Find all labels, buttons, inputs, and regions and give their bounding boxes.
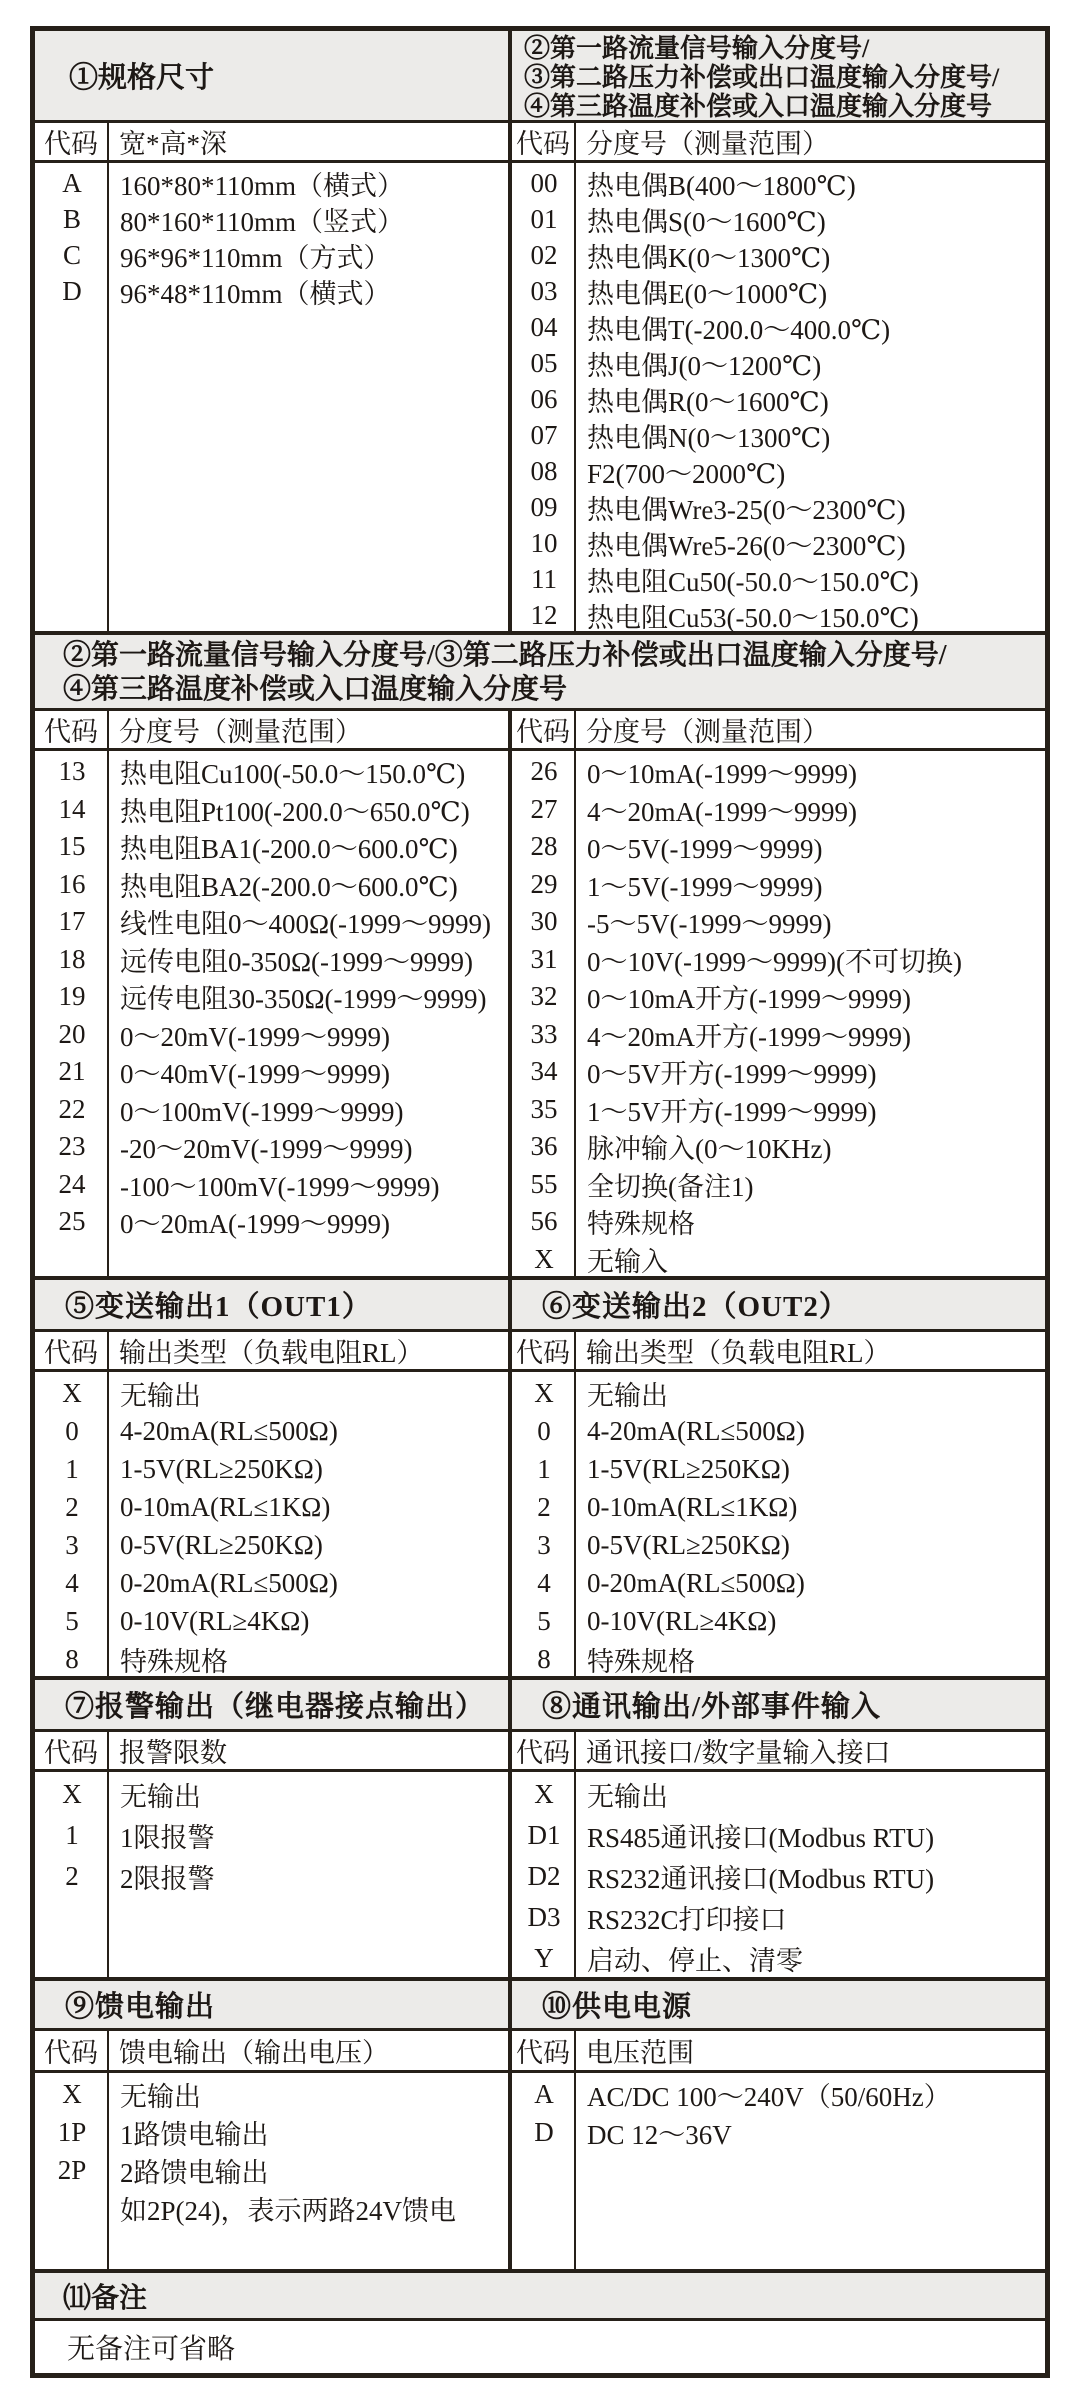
code-cell: 02	[530, 239, 558, 270]
input-column-headers	[512, 123, 1045, 163]
code-cell: 4	[537, 1567, 551, 1598]
code-cell: B	[62, 203, 81, 234]
desc-cell: 热电偶S(0～1600℃)	[587, 206, 826, 237]
table-row	[35, 1203, 508, 1241]
table-row	[512, 345, 1045, 381]
table-row	[512, 1166, 1045, 1204]
code-cell: 2	[537, 1491, 551, 1522]
table-row	[35, 1016, 508, 1054]
code-cell: 13	[58, 756, 86, 787]
desc-cell: 热电偶R(0～1600℃)	[587, 386, 829, 417]
desc-cell: 0-10V(RL≥4KΩ)	[587, 1605, 777, 1636]
table-row	[35, 1053, 508, 1091]
out2-column-headers	[512, 1332, 1045, 1372]
table-row	[35, 1412, 508, 1450]
code-cell: 2	[65, 1491, 79, 1522]
code-cell: 24	[58, 1168, 86, 1199]
table-row	[512, 1412, 1045, 1450]
code-cell: 23	[58, 1131, 86, 1162]
desc-cell: 0-5V(RL≥250KΩ)	[120, 1529, 323, 1560]
desc-cell: 特殊规格	[587, 1209, 695, 1240]
desc-cell: 0～10mA(-1999～9999)	[587, 759, 857, 790]
table-row	[35, 1450, 508, 1488]
desc-cell: 0～10mA开方(-1999～9999)	[587, 984, 911, 1015]
code-cell: 5	[537, 1605, 551, 1636]
size-rows-area	[35, 163, 508, 631]
feed-output-header: 馈电输出（输出电压）	[119, 2038, 389, 2068]
comm-section-title: ⑧通讯输出/外部事件输入	[512, 1680, 1045, 1732]
table-row	[512, 273, 1045, 309]
feed-section-title: ⑨馈电输出	[35, 1981, 508, 2031]
out2-section-title: ⑥变送输出2（OUT2）	[512, 1280, 1045, 1332]
table-row	[35, 1602, 508, 1640]
code-cell: 1P	[57, 2116, 87, 2147]
output-type-header: 输出类型（负载电阻RL）	[119, 1338, 424, 1368]
code-cell: X	[62, 1779, 82, 1809]
code-cell: 17	[58, 906, 86, 937]
code-cell: 8	[537, 1643, 551, 1674]
table-row	[512, 237, 1045, 273]
code-cell: 16	[58, 868, 86, 899]
table-row	[35, 1564, 508, 1602]
table-row	[35, 165, 508, 201]
table-row	[35, 2151, 508, 2189]
code-cell: 30	[530, 906, 558, 937]
table-row	[512, 828, 1045, 866]
table-row	[512, 1602, 1045, 1640]
code-cell: A	[62, 167, 82, 198]
code-cell: 4	[65, 1567, 79, 1598]
section1-header-band	[35, 31, 1045, 123]
table-row	[512, 941, 1045, 979]
code-cell: 2P	[57, 2154, 87, 2185]
table-row	[512, 1938, 1045, 1979]
table-row	[512, 2113, 1045, 2151]
desc-cell: 启动、停止、清零	[587, 1946, 803, 1976]
desc-cell: 无输出	[587, 1380, 668, 1411]
voltage-range-header: 电压范围	[586, 2038, 694, 2068]
desc-cell: 特殊规格	[120, 1646, 228, 1677]
desc-cell: 如2P(24)，表示两路24V馈电	[120, 2195, 456, 2226]
code-cell: 36	[530, 1131, 558, 1162]
desc-cell: 线性电阻0～400Ω(-1999～9999)	[120, 909, 492, 940]
code-header: 代码	[35, 2031, 109, 2070]
out1-section-title: ⑤变送输出1（OUT1）	[35, 1280, 508, 1332]
desc-cell: 0-10mA(RL≤1KΩ)	[120, 1491, 331, 1522]
code-cell: 01	[530, 203, 558, 234]
table-row	[35, 978, 508, 1016]
desc-cell: -100～100mV(-1999～9999)	[120, 1171, 440, 1202]
table-row	[512, 525, 1045, 561]
desc-cell: 热电偶Wre3-25(0～2300℃)	[587, 494, 906, 525]
desc-cell: 1～5V开方(-1999～9999)	[587, 1096, 877, 1127]
table-row	[512, 489, 1045, 525]
table-row	[35, 903, 508, 941]
comm-column-headers	[512, 1732, 1045, 1772]
size-label-header: 宽*高*深	[119, 129, 227, 159]
desc-cell: 1限报警	[120, 1823, 215, 1853]
desc-cell: 脉冲输入(0～10KHz)	[587, 1134, 832, 1165]
code-header: 代码	[35, 711, 109, 748]
desc-cell: 0-20mA(RL≤500Ω)	[587, 1567, 805, 1598]
table-row	[35, 753, 508, 791]
desc-cell: 0～5V开方(-1999～9999)	[587, 1059, 877, 1090]
feed-column-headers	[35, 2031, 508, 2073]
code-cell: 10	[530, 527, 558, 558]
desc-cell: 0-10V(RL≥4KΩ)	[120, 1605, 310, 1636]
table-row	[512, 1526, 1045, 1564]
code-cell: 00	[530, 167, 558, 198]
comm-rows-area	[512, 1772, 1045, 1977]
code-cell: Y	[534, 1943, 554, 1973]
input-title-line2: ③第二路压力补偿或出口温度输入分度号/	[524, 63, 1000, 92]
desc-cell: 160*80*110mm（横式）	[120, 170, 405, 201]
desc-cell: 热电偶N(0～1300℃)	[587, 422, 831, 453]
code-cell: 08	[530, 455, 558, 486]
desc-cell: F2(700～2000℃)	[587, 458, 786, 489]
desc-cell: 热电阻Cu50(-50.0～150.0℃)	[587, 566, 919, 597]
code-cell: 0	[537, 1415, 551, 1446]
code-cell: 29	[530, 868, 558, 899]
code-cell: D	[62, 275, 82, 306]
table-row	[35, 1640, 508, 1678]
alarm-column-headers	[35, 1732, 508, 1772]
range-label-header: 分度号（测量范围）	[586, 717, 829, 747]
alarm-section-title: ⑦报警输出（继电器接点输出）	[35, 1680, 508, 1732]
code-cell: 26	[530, 756, 558, 787]
table-row	[35, 2113, 508, 2151]
table-row	[35, 1091, 508, 1129]
table-row	[35, 1374, 508, 1412]
code-cell: X	[534, 1779, 554, 1809]
desc-cell: 0～40mV(-1999～9999)	[120, 1059, 390, 1090]
table-row	[512, 1091, 1045, 1129]
code-cell: 3	[65, 1529, 79, 1560]
section5-body	[35, 1981, 1045, 2273]
desc-cell: 无输出	[120, 1380, 201, 1411]
table-row	[512, 165, 1045, 201]
code-cell: 09	[530, 491, 558, 522]
table-row	[512, 1564, 1045, 1602]
table-row	[35, 273, 508, 309]
desc-cell: 热电阻Cu53(-50.0～150.0℃)	[587, 602, 919, 633]
code-cell: 8	[65, 1643, 79, 1674]
code-header: 代码	[512, 1332, 576, 1369]
desc-cell: RS232通讯接口(Modbus RTU)	[587, 1864, 935, 1894]
table-row	[512, 453, 1045, 489]
desc-cell: -5～5V(-1999～9999)	[587, 909, 832, 940]
code-cell: 32	[530, 981, 558, 1012]
code-cell: D1	[527, 1820, 561, 1850]
desc-cell: 热电阻BA2(-200.0～600.0℃)	[120, 871, 458, 902]
output-type-header: 输出类型（负载电阻RL）	[586, 1338, 891, 1368]
desc-cell: 热电偶B(400～1800℃)	[587, 170, 856, 201]
table-row	[35, 201, 508, 237]
alarm-rows-area	[35, 1772, 508, 1977]
code-header: 代码	[512, 123, 576, 160]
desc-cell: 4-20mA(RL≤500Ω)	[120, 1415, 338, 1446]
out1-column-headers	[35, 1332, 508, 1372]
desc-cell: 热电偶K(0～1300℃)	[587, 242, 831, 273]
code-cell: 05	[530, 347, 558, 378]
desc-cell: 0-10mA(RL≤1KΩ)	[587, 1491, 798, 1522]
code-cell: 28	[530, 831, 558, 862]
input2-title-line2: ④第三路温度补偿或入口温度输入分度号	[63, 674, 568, 705]
desc-cell: 热电偶E(0～1000℃)	[587, 278, 828, 309]
table-row	[35, 1526, 508, 1564]
section4-body	[35, 1680, 1045, 1981]
desc-cell: RS485通讯接口(Modbus RTU)	[587, 1823, 935, 1853]
code-cell: D	[534, 2116, 554, 2147]
desc-cell: 热电阻BA1(-200.0～600.0℃)	[120, 834, 458, 865]
table-row	[35, 866, 508, 904]
desc-cell: 1路馈电输出	[120, 2119, 269, 2150]
table-row	[35, 1128, 508, 1166]
table-row	[512, 903, 1045, 941]
code-cell: 2	[65, 1861, 79, 1891]
desc-cell: 96*96*110mm（方式）	[120, 242, 391, 273]
code-cell: 55	[530, 1168, 558, 1199]
table-row	[35, 2189, 508, 2227]
code-cell: 34	[530, 1056, 558, 1087]
table-row	[512, 1241, 1045, 1279]
code-cell: 20	[58, 1018, 86, 1049]
code-header: 代码	[35, 1332, 109, 1369]
desc-cell: 热电阻Pt100(-200.0～650.0℃)	[120, 796, 470, 827]
input-title-line1: ②第一路流量信号输入分度号/	[524, 34, 870, 63]
code-cell: 14	[58, 793, 86, 824]
table-row	[512, 561, 1045, 597]
code-cell: 15	[58, 831, 86, 862]
desc-cell: 4～20mA开方(-1999～9999)	[587, 1021, 911, 1052]
desc-cell: 2限报警	[120, 1864, 215, 1894]
input2-right-rows-area	[512, 751, 1045, 1276]
code-cell: 3	[537, 1529, 551, 1560]
table-row	[512, 597, 1045, 633]
code-cell: 07	[530, 419, 558, 450]
input2-title-line1: ②第一路流量信号输入分度号/③第二路压力补偿或出口温度输入分度号/	[63, 640, 947, 671]
code-cell: 27	[530, 793, 558, 824]
code-header: 代码	[35, 1732, 109, 1769]
desc-cell: 热电偶Wre5-26(0～2300℃)	[587, 530, 906, 561]
code-cell: C	[62, 239, 81, 270]
code-cell: 25	[58, 1206, 86, 1237]
desc-cell: 无输出	[587, 1782, 668, 1812]
code-cell: 1	[65, 1453, 79, 1484]
desc-cell: 0～5V(-1999～9999)	[587, 834, 823, 865]
table-row	[512, 2075, 1045, 2113]
input-rows-area	[512, 163, 1045, 631]
size-section-title: ①规格尺寸	[35, 31, 512, 120]
table-row	[35, 1856, 508, 1897]
code-cell: 11	[531, 563, 557, 594]
table-row	[35, 941, 508, 979]
table-row	[512, 978, 1045, 1016]
desc-cell: 特殊规格	[587, 1646, 695, 1677]
desc-cell: 远传电阻0-350Ω(-1999～9999)	[120, 946, 474, 977]
table-row	[512, 381, 1045, 417]
desc-cell: 无输入	[587, 1246, 668, 1277]
desc-cell: 无输出	[120, 2081, 201, 2112]
table-row	[512, 1128, 1045, 1166]
table-row	[512, 1053, 1045, 1091]
range-label-header: 分度号（测量范围）	[586, 129, 829, 159]
code-header: 代码	[35, 123, 109, 160]
code-cell: 5	[65, 1605, 79, 1636]
table-row	[512, 1640, 1045, 1678]
code-cell: 22	[58, 1093, 86, 1124]
desc-cell: 0～20mA(-1999～9999)	[120, 1209, 390, 1240]
desc-cell: 4～20mA(-1999～9999)	[587, 796, 857, 827]
table-row	[35, 791, 508, 829]
code-cell: 1	[65, 1820, 79, 1850]
code-cell: 21	[58, 1056, 86, 1087]
section2-header-band	[35, 635, 1045, 711]
power-section-title: ⑩供电电源	[512, 1981, 1045, 2031]
section2-body	[35, 711, 1045, 1280]
desc-cell: 全切换(备注1)	[587, 1171, 754, 1202]
code-cell: X	[534, 1243, 554, 1274]
desc-cell: -20～20mV(-1999～9999)	[120, 1134, 413, 1165]
ordering-code-table	[30, 26, 1050, 2378]
out2-rows-area	[512, 1372, 1045, 1676]
code-header: 代码	[512, 1732, 576, 1769]
table-row	[35, 1166, 508, 1204]
code-cell: D2	[527, 1861, 561, 1891]
table-row	[512, 1450, 1045, 1488]
code-cell: D3	[527, 1902, 561, 1932]
table-row	[35, 1488, 508, 1526]
table-row	[512, 201, 1045, 237]
code-cell: 33	[530, 1018, 558, 1049]
input2-right-column-headers	[512, 711, 1045, 751]
input2-left-rows-area	[35, 751, 508, 1276]
table-row	[512, 309, 1045, 345]
section1-body	[35, 123, 1045, 635]
code-cell: X	[62, 1377, 82, 1408]
table-row	[35, 237, 508, 273]
desc-cell: RS232C打印接口	[587, 1905, 787, 1935]
desc-cell: 96*48*110mm（横式）	[120, 278, 391, 309]
desc-cell: DC 12～36V	[587, 2119, 732, 2150]
table-row	[512, 1774, 1045, 1815]
table-row	[512, 866, 1045, 904]
table-row	[512, 1203, 1045, 1241]
size-column-headers	[35, 123, 508, 163]
input2-left-column-headers	[35, 711, 508, 751]
table-row	[512, 1815, 1045, 1856]
table-row	[512, 417, 1045, 453]
power-column-headers	[512, 2031, 1045, 2073]
section3-body	[35, 1280, 1045, 1680]
desc-cell: 热电偶T(-200.0～400.0℃)	[587, 314, 891, 345]
desc-cell: 远传电阻30-350Ω(-1999～9999)	[120, 984, 487, 1015]
desc-cell: 1-5V(RL≥250KΩ)	[587, 1453, 790, 1484]
desc-cell: AC/DC 100～240V（50/60Hz）	[587, 2081, 951, 2112]
code-cell: 31	[530, 943, 558, 974]
note-section-title: ⑾备注	[35, 2273, 1045, 2321]
table-row	[512, 1374, 1045, 1412]
desc-cell: 0～100mV(-1999～9999)	[120, 1096, 404, 1127]
desc-cell: 0～20mV(-1999～9999)	[120, 1021, 390, 1052]
desc-cell: 热电偶J(0～1200℃)	[587, 350, 822, 381]
range-label-header: 分度号（测量范围）	[119, 717, 362, 747]
out1-rows-area	[35, 1372, 508, 1676]
code-cell: 1	[537, 1453, 551, 1484]
power-rows-area	[512, 2073, 1045, 2269]
table-row	[35, 1774, 508, 1815]
code-cell: A	[534, 2078, 554, 2109]
desc-cell: 1-5V(RL≥250KΩ)	[120, 1453, 323, 1484]
code-header: 代码	[512, 2031, 576, 2070]
desc-cell: 0-20mA(RL≤500Ω)	[120, 1567, 338, 1598]
desc-cell: 1～5V(-1999～9999)	[587, 871, 823, 902]
code-cell: 04	[530, 311, 558, 342]
table-row	[512, 1856, 1045, 1897]
note-content: 无备注可省略	[67, 2334, 236, 2365]
desc-cell: 0～10V(-1999～9999)(不可切换)	[587, 946, 962, 977]
desc-cell: 无输出	[120, 1782, 201, 1812]
input-title-line3: ④第三路温度补偿或入口温度输入分度号	[524, 92, 993, 121]
table-row	[512, 1897, 1045, 1938]
desc-cell: 2路馈电输出	[120, 2157, 269, 2188]
code-cell: 0	[65, 1415, 79, 1446]
code-cell: 06	[530, 383, 558, 414]
code-cell: X	[62, 2078, 82, 2109]
table-row	[512, 791, 1045, 829]
table-row	[35, 828, 508, 866]
feed-rows-area	[35, 2073, 508, 2269]
code-cell: X	[534, 1377, 554, 1408]
input-section-title	[512, 31, 1045, 120]
desc-cell: 0-5V(RL≥250KΩ)	[587, 1529, 790, 1560]
code-cell: 12	[530, 599, 558, 630]
desc-cell: 80*160*110mm（竖式）	[120, 206, 405, 237]
table-row	[512, 1488, 1045, 1526]
code-cell: 56	[530, 1206, 558, 1237]
table-row	[35, 1815, 508, 1856]
code-cell: 19	[58, 981, 86, 1012]
code-cell: 03	[530, 275, 558, 306]
code-cell: 35	[530, 1093, 558, 1124]
table-row	[512, 1016, 1045, 1054]
table-row	[35, 2075, 508, 2113]
desc-cell: 4-20mA(RL≤500Ω)	[587, 1415, 805, 1446]
desc-cell: 热电阻Cu100(-50.0～150.0℃)	[120, 759, 466, 790]
comm-interface-header: 通讯接口/数字量输入接口	[586, 1738, 891, 1768]
code-header: 代码	[512, 711, 576, 748]
alarm-limit-header: 报警限数	[119, 1738, 227, 1768]
code-cell: 18	[58, 943, 86, 974]
table-row	[512, 753, 1045, 791]
